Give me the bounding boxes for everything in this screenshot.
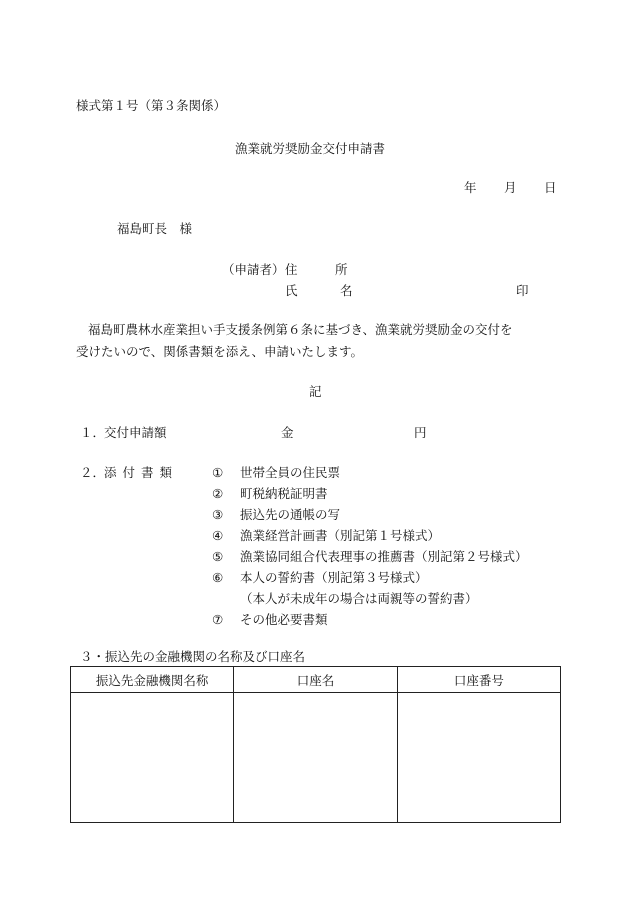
attachment-text: 漁業協同組合代表理事の推薦書（別記第２号様式） [240,549,528,564]
name-label-2: 名 [340,283,353,298]
attachment-text: 本人の誓約書（別記第３号様式） [240,570,428,585]
date-year: 年 [464,180,477,195]
addressee: 福島町長 様 [117,221,193,236]
account-number-cell[interactable] [397,693,560,823]
applicant-label: （申請者） [222,262,285,277]
bank-account-table [70,666,561,823]
attachment-text: 漁業経営計画書（別記第１号様式） [240,528,441,543]
attachment-mark: ③ [212,507,224,522]
body-line-1: 福島町農林水産業担い手支援条例第６条に基づき、漁業就労奨励金の交付を [88,322,513,337]
column-header: 振込先金融機関名称 [71,667,234,693]
date-day: 日 [544,180,557,195]
attachment-note: （本人が未成年の場合は両親等の誓約書） [240,591,478,606]
item2-number: ２． [80,465,106,480]
form-number: 様式第１号（第３条関係） [76,98,227,113]
item1-label: 交付申請額 [104,425,167,440]
attachment-text: その他必要書類 [240,612,328,627]
item1-number: １． [80,425,106,440]
attachment-mark: ④ [212,528,224,543]
account-name-cell[interactable] [234,693,397,823]
item2-label: 添付書類 [104,465,179,480]
attachment-mark: ⑤ [212,549,224,564]
column-header: 口座番号 [397,667,560,693]
attachment-mark: ⑦ [212,612,224,627]
attachment-mark: ⑥ [212,570,224,585]
address-label: 住 所 [285,262,348,277]
seal-mark: 印 [516,283,529,298]
attachment-text: 振込先の通帳の写 [240,507,341,522]
table-row [71,693,561,823]
bank-name-cell[interactable] [71,693,234,823]
item3-heading: ３・振込先の金融機関の名称及び口座名 [80,649,306,664]
attachment-mark: ① [212,465,224,480]
item1-yen: 円 [414,425,427,440]
name-label-1: 氏 [285,283,298,298]
date-month: 月 [504,180,517,195]
ki-heading: 記 [309,384,322,399]
column-header: 口座名 [234,667,397,693]
attachment-mark: ② [212,486,224,501]
body-line-2: 受けたいので、関係書類を添え、申請いたします。 [76,344,364,359]
document-title: 漁業就労奨励金交付申請書 [235,141,386,156]
attachment-text: 世帯全員の住民票 [240,465,341,480]
attachment-text: 町税納税証明書 [240,486,328,501]
item1-kin: 金 [281,425,294,440]
